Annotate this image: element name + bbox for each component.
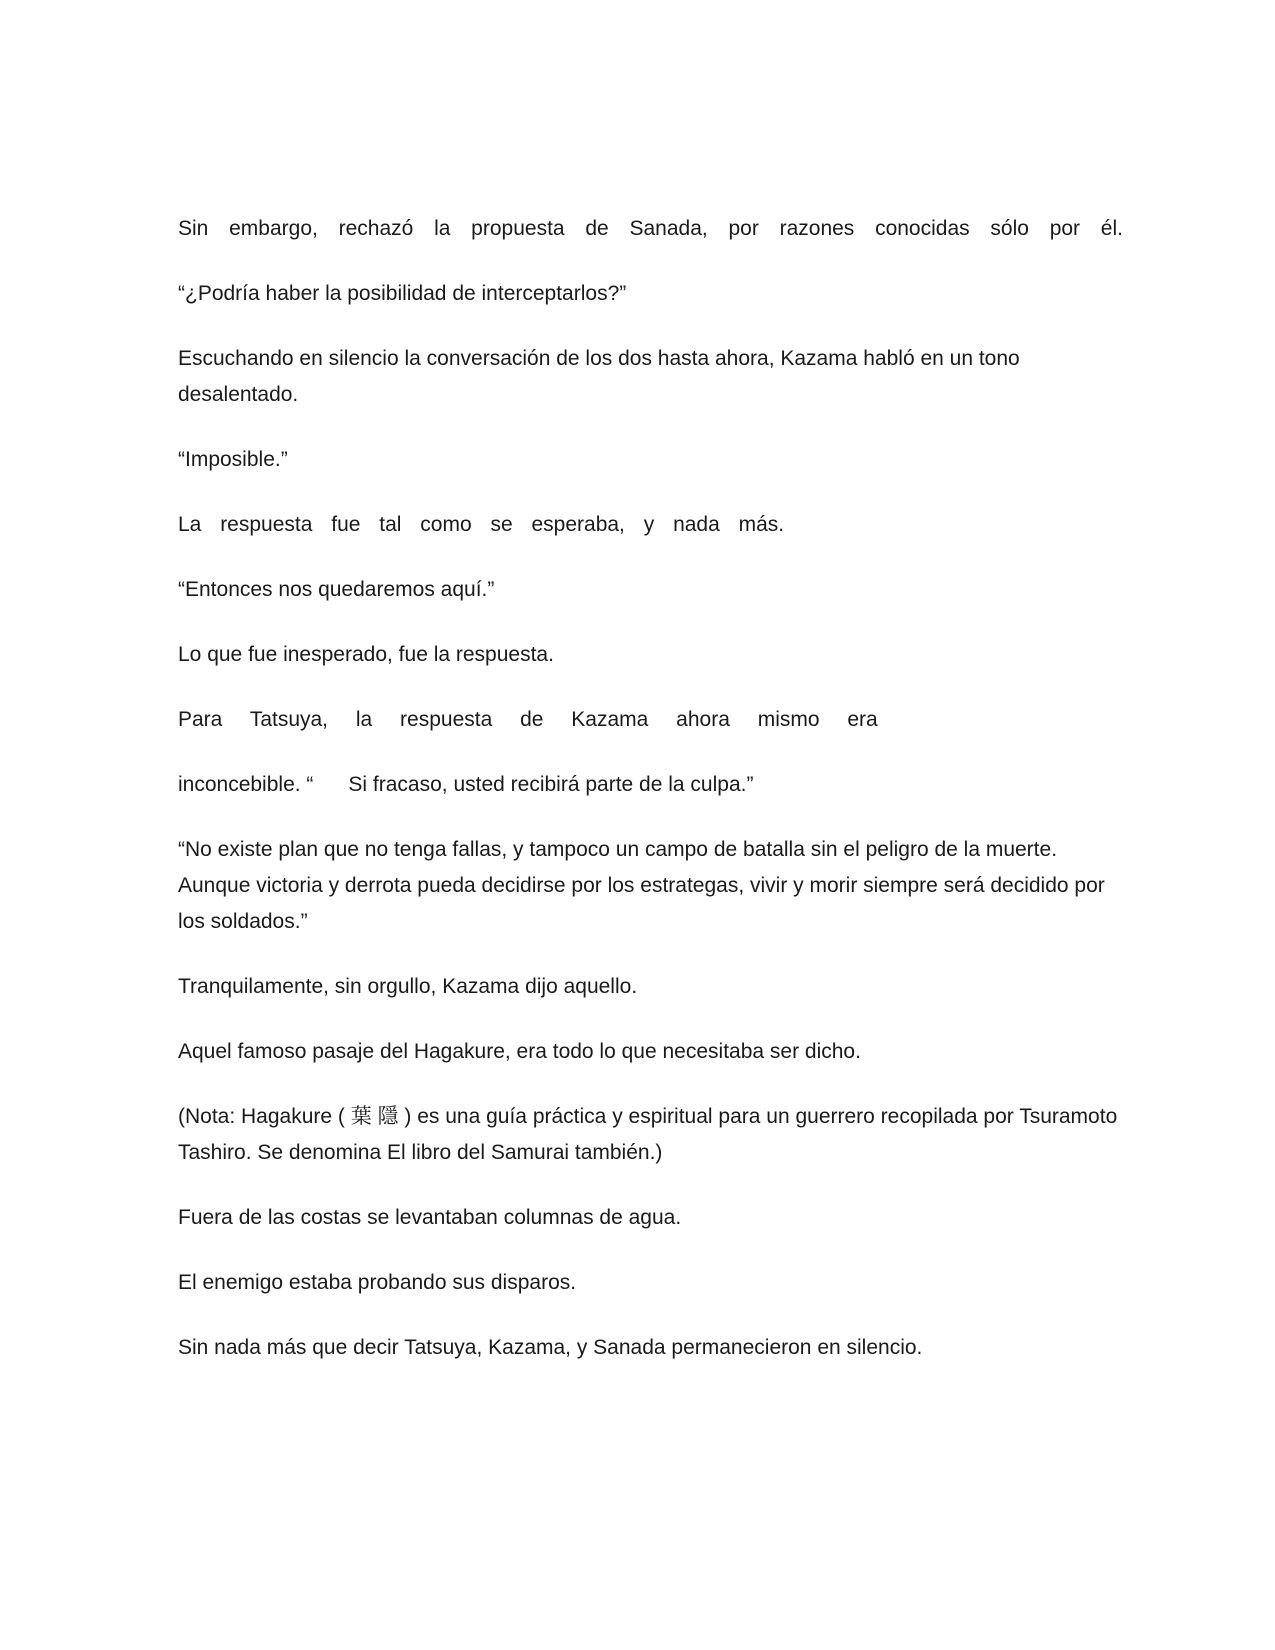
paragraph-el-enemigo: El enemigo estaba probando sus disparos. (178, 1271, 577, 1294)
paragraph-inconcebible: inconcebible. “ Si fracaso, usted recibirá parte de la culpa.” (178, 773, 754, 796)
paragraph-sin-embargo: Sin embargo, rechazó la propuesta de Sanada, por razones conocidas sólo por él. (178, 217, 1123, 240)
paragraph-sin-nada-mas: Sin nada más que decir Tatsuya, Kazama, y Sanada permanecieron en silencio. (178, 1336, 923, 1359)
paragraph-la-respuesta: La respuesta fue tal como se esperaba, y nada más. (178, 513, 785, 536)
paragraph-quote-podria: “¿Podría haber la posibilidad de interceptarlos?” (178, 282, 627, 305)
paragraph-quote-entonces: “Entonces nos quedaremos aquí.” (178, 578, 495, 601)
paragraph-aquel-famoso: Aquel famoso pasaje del Hagakure, era todo lo que necesitaba ser dicho. (178, 1040, 861, 1063)
paragraph-quote-no-existe-plan: “No existe plan que no tenga fallas, y tampoco un campo de batalla sin el peligro de la muerte. Aunque victoria y derrota pueda decidirse por los estrategas, vivir y morir siempre será decidido por los soldados.” (178, 838, 1105, 933)
paragraph-escuchando: Escuchando en silencio la conversación de los dos hasta ahora, Kazama habló en un tono desalentado. (178, 347, 1020, 406)
paragraph-quote-imposible: “Imposible.” (178, 448, 288, 471)
document-text-block (178, 211, 1123, 1395)
paragraph-fuera-de-las-costas: Fuera de las costas se levantaban columnas de agua. (178, 1206, 682, 1229)
paragraph-tranquilamente: Tranquilamente, sin orgullo, Kazama dijo aquello. (178, 975, 638, 998)
paragraph-para-tatsuya: Para Tatsuya, la respuesta de Kazama ahora mismo era (178, 708, 878, 731)
paragraph-lo-que-fue: Lo que fue inesperado, fue la respuesta. (178, 643, 554, 666)
paragraph-nota-hagakure: (Nota: Hagakure ( 葉 隱 ) es una guía práctica y espiritual para un guerrero recopilada por Tsuramoto Tashiro. Se denomina El libro del Samurai también.) (178, 1105, 1118, 1164)
